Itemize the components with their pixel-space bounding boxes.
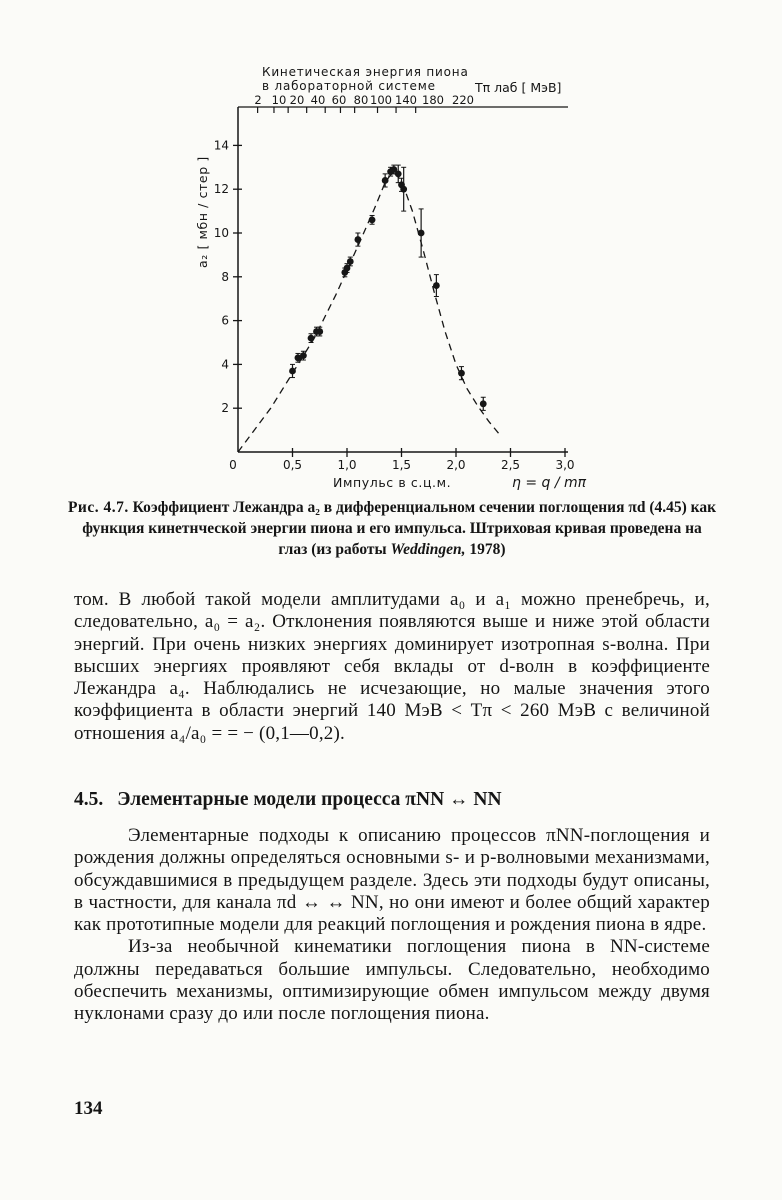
top-tick-label: 20 xyxy=(289,93,305,107)
x-tick-label: 2,5 xyxy=(500,458,521,472)
top-axis-unit-label: Tπ лаб [ МэВ] xyxy=(475,80,562,95)
data-point xyxy=(308,335,315,342)
top-axis-ticks xyxy=(254,93,474,113)
data-point xyxy=(289,368,296,375)
section-number: 4.5. xyxy=(74,789,104,810)
data-point xyxy=(395,170,402,177)
top-tick-label: 220 xyxy=(452,93,474,107)
caption-author: Weddingen, xyxy=(390,541,466,558)
paragraph-2: Элементарные подходы к описанию процессов πNN-поглощения и рождения должны определяться основными s- и p-волновыми механизмами, обсуждавшимися в предыдущем разделе. Здесь эти подходы будут описаны, в частности, для канала πd ↔ ↔ NN, но они имеют и более общий характер как прототипные модели для реакций поглощения и рождения пиона в ядре. xyxy=(74,825,710,936)
x-tick-label: 1,0 xyxy=(337,458,357,472)
data-points xyxy=(289,165,487,410)
y-tick-label: 6 xyxy=(221,313,229,328)
data-point xyxy=(316,328,323,335)
section-body xyxy=(74,825,710,1026)
y-axis-label: a₂ [ мбн / стер ] xyxy=(195,156,210,268)
data-point xyxy=(369,216,376,223)
caption-text: Коэффициент Лежандра a₂ в дифференциальном сечении поглощения πd (4.45) как функция кинетнческой энергии пиона и его импульса. Штриховая кривая проведена на глаз (из работы xyxy=(82,499,717,558)
y-tick-label: 8 xyxy=(221,269,229,284)
y-tick-label: 14 xyxy=(213,138,229,153)
top-tick-label: 80 xyxy=(353,93,369,107)
caption-year: 1978) xyxy=(469,541,506,558)
data-point xyxy=(480,400,487,407)
section-title: Элементарные модели процесса πNN ↔ NN xyxy=(117,789,502,810)
top-axis-title-line1: Кинетическая энергия пиона xyxy=(262,65,469,79)
x-tick-label: 0,5 xyxy=(282,458,303,472)
paragraph-continuation xyxy=(74,589,710,745)
data-point xyxy=(433,282,440,289)
caption-label: Рис. 4.7. xyxy=(67,499,129,516)
top-axis-title-line2: в лабораторной системе xyxy=(262,79,436,93)
data-point xyxy=(458,370,465,377)
x-axis-formula: η = q / mπ xyxy=(512,475,587,490)
y-tick-label: 10 xyxy=(213,226,229,240)
data-point xyxy=(418,230,425,237)
section-heading xyxy=(74,789,516,811)
x-tick-label: 3,0 xyxy=(555,458,575,472)
top-tick-label: 180 xyxy=(422,93,444,107)
top-tick-label: 10 xyxy=(271,93,287,107)
top-tick-label: 60 xyxy=(331,93,347,107)
x-axis-label: Импульс в с.ц.м. xyxy=(333,475,452,490)
page-number: 134 xyxy=(74,1098,103,1119)
data-point xyxy=(300,352,307,359)
x-tick-label: 1,5 xyxy=(391,458,412,472)
top-tick-label: 100 xyxy=(370,93,392,107)
y-tick-label: 4 xyxy=(221,357,229,372)
y-tick-label: 2 xyxy=(221,401,229,416)
figure-caption xyxy=(66,497,718,560)
paragraph-3: Из-за необычной кинематики поглощения пиона в NN-системе должны передаваться большие импульсы. Следовательно, необходимо обеспечить механизмы, оптимизирующие обмен импульсом между двумя нуклонами сразу до или после поглощения пиона. xyxy=(74,936,710,1025)
legendre-coefficient-figure xyxy=(0,0,782,490)
data-point xyxy=(400,186,407,193)
x-tick-label: 0 xyxy=(229,458,237,472)
data-point xyxy=(382,177,389,184)
paragraph-1: том. В любой такой модели амплитудами a₀ и a₁ можно пренебречь, и, следовательно, a₀ = a₂. Отклонения появляются выше и ниже этой области энергий. При очень низких энергиях доминирует изотропная s-волна. При высших энергиях проявляют себя вклады от d-волн в коэффициенте Лежандра a₄. Наблюдались не исчезающие, но малые значения этого коэффициента в области энергий 140 МэВ < Tπ < 260 МэВ с величиной отношения a₄/a₀ = = − (0,1—0,2). xyxy=(74,589,710,744)
top-tick-label: 2 xyxy=(254,93,262,107)
y-tick-label: 12 xyxy=(213,182,229,197)
data-point xyxy=(347,258,354,265)
top-tick-label: 40 xyxy=(310,93,326,107)
data-point xyxy=(355,236,362,243)
top-tick-label: 140 xyxy=(395,93,417,107)
x-tick-label: 2,0 xyxy=(446,458,466,472)
dashed-fit-curve xyxy=(238,172,500,452)
